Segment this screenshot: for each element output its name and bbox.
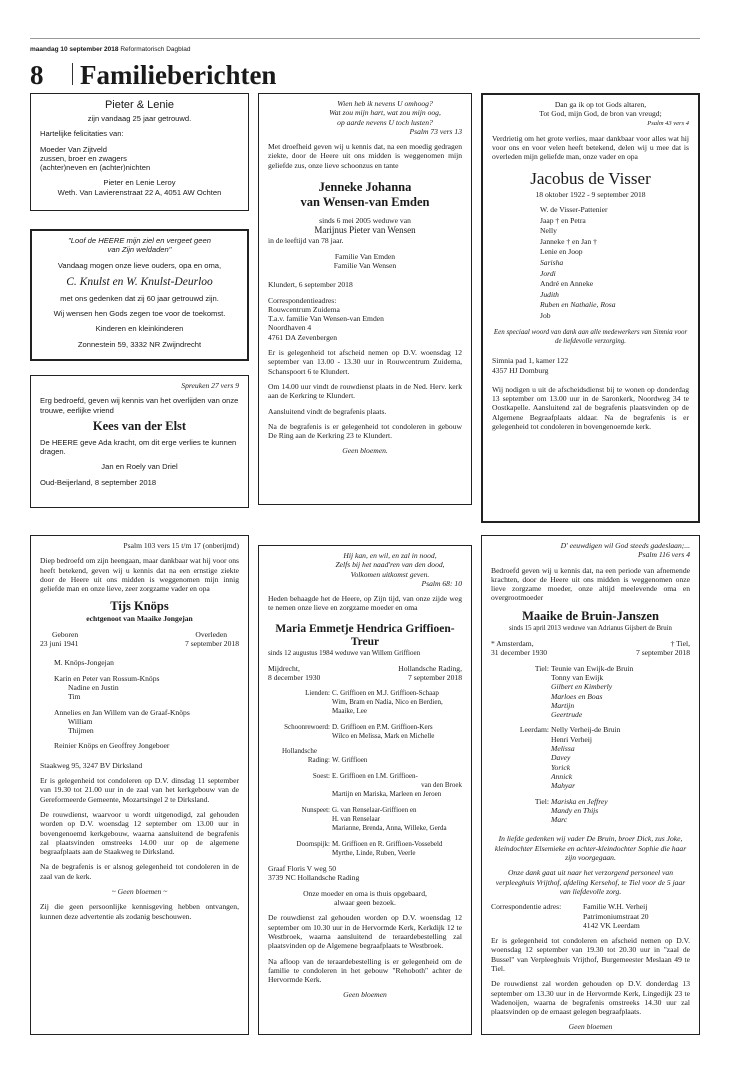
ad7-verse: Psalm 68: 10 [421, 578, 462, 588]
ad7-born: 8 december 1930 [268, 673, 321, 683]
ad4-flowers: Geen bloemen. [342, 446, 388, 456]
ad4-quote: Wat zou mijn hart, wat zou mijn oog, [329, 108, 441, 118]
ad7-quote: Volkomen uitkomst geven. [350, 569, 430, 579]
ad8-body: Bedroefd geven wij u kennis dat, na een periode van afnemende krachten, door de Heere uit ons midden is weggenomen onze lieve zorgzame moeder, onze altijd meelevende oma en overgrootmoeder [491, 565, 690, 603]
ad7-fam: W. Griffioen [332, 756, 368, 765]
ad6-flowers: ~ Geen bloemen ~ [111, 887, 168, 897]
ad8-grandkid: Marc [551, 815, 568, 825]
ad4-quote: op aarde nevens U toch lusten? [337, 117, 433, 127]
header-divider [72, 63, 73, 85]
ad7-address: 3739 NC Hollandsche Rading [268, 873, 360, 883]
ad4-corr: T.a.v. familie Van Wensen-van Emden [268, 314, 384, 324]
ad8-quote: D' eeuwdigen wil God steeds gadeslaan;... [560, 541, 690, 550]
ad7-place-label: Rading: [307, 756, 330, 765]
ad4-sign: Familie Van Wensen [333, 260, 397, 270]
ad6-died-label: Overleden [195, 629, 227, 639]
ad7-since: sinds 12 augustus 1984 weduwe van Willem Griffioen [268, 648, 421, 657]
ad5-address: 4357 HJ Domburg [492, 365, 549, 375]
ad3-name: Kees van der Elst [92, 418, 187, 433]
ad8-fam: Nelly Verheij-de Bruin [551, 725, 621, 735]
ad7-died: 7 september 2018 [408, 673, 462, 683]
ad5-verse: Psalm 43 vers 4 [647, 119, 689, 127]
ad8-grandkid: Melissa [551, 744, 575, 754]
ad7-fam: Wim, Bram en Nadia, Nico en Berdien, [332, 697, 443, 706]
ad5-dates: 18 oktober 1922 - 9 september 2018 [535, 189, 646, 199]
ad7-p1: De rouwdienst zal gehouden worden op D.V. woensdag 12 september om 10.30 uur in de Hervormde Kerk, Kerkdijk 12 te Westbroek, waarna aansluitend de teraardebestelling zal plaatsvinden op de Algemene begraafplaats te Westbroek. [268, 913, 462, 951]
ad5-grandkid: Sarisha [540, 258, 564, 268]
ad7-home: Onze moeder en oma is thuis opgebaard, [303, 888, 427, 898]
ad6-spouse: echtgenoot van Maaike Jongejan [86, 614, 193, 624]
ad7-body: Heden behaagde het de Heere, op Zijn tijd, van onze zijde weg te nemen onze lieve en zorgzame moeder en oma [268, 594, 462, 613]
ad2-names: C. Knulst en W. Knulst-Deurloo [66, 275, 213, 288]
ad4-p3: Aansluitend vindt de begrafenis plaats. [268, 406, 387, 416]
ad5-family: Janneke † en Jan † [540, 236, 597, 246]
ad8-verse: Psalm 116 vers 4 [638, 550, 690, 560]
ad5-family-list [492, 205, 689, 322]
ad8-grandkid: Geertrude [551, 710, 583, 720]
ad8-flowers: Geen bloemen [568, 1022, 613, 1032]
ad6-verse: Psalm 103 vers 15 t/m 17 (onberijmd) [123, 541, 239, 550]
ad8-born-place: * Amsterdam, [491, 639, 534, 649]
ad7-born-place: Mijdrecht, [268, 664, 300, 674]
ad4-since1: sinds 6 mei 2005 weduwe van [319, 216, 411, 226]
ad6-fam: Annelies en Jan Willem van de Graaf-Knöps [54, 707, 190, 717]
ad6-fam: M. Knöps-Jongejan [54, 658, 114, 668]
ad8-place-label: Leerdam: [519, 725, 549, 735]
ad6-died: 7 september 2018 [185, 639, 239, 649]
ad7-fam: M. Griffioen en R. Griffioen-Vossebeld [332, 839, 443, 848]
ad4-p4: Na de begrafenis is er gelegenheid tot condoleren in gebouw De Ring aan de Kerkring 23 te Klundert. [268, 421, 462, 441]
ad4-body: Met droefheid geven wij u kennis dat, na een moedig gedragen ziekte, door de Heere uit ons midden is weggenomen mijn geliefde zus, onze lieve schoonzus en tante [268, 142, 462, 170]
ad7-fam: D. Griffioen en P.M. Griffioen-Kers [332, 722, 433, 731]
ad8-family-grid [491, 664, 690, 825]
ad7-quote: Zelfs bij het naad'ren van den dood, [335, 560, 445, 570]
page-number: 8 [30, 60, 44, 90]
ad8-grandkid: Marloes en Boas [551, 691, 603, 701]
ad7-name: Maria Emmetje Hendrica Griffioen-Treur [275, 622, 455, 648]
ad8-fam: Henri Verheij [551, 734, 592, 744]
ad2-line2: met ons gedenken dat zij 60 jaar getrouwd zijn. [60, 293, 219, 303]
ad-death-jenneke-van-wensen [258, 93, 472, 505]
ad7-fam: Marianne, Brenda, Anna, Willeke, Gerda [332, 824, 447, 833]
ad8-grandkid: Mahyar [551, 781, 576, 791]
ad7-place-label: Schoonrewoerd: [284, 722, 330, 731]
ad6-address: Staakweg 95, 3247 BV Dirksland [40, 760, 143, 770]
ad6-grandkid: Thijmen [68, 726, 94, 736]
ad7-place-label: Doornspijk: [296, 839, 330, 848]
ad8-born: 31 december 1930 [491, 648, 548, 658]
ad7-place-label: Lienden: [305, 688, 330, 697]
ad8-place-label: Tiel: [534, 663, 549, 673]
ad5-name: Jacobus de Visser [530, 168, 651, 188]
ad8-died-place: † Tiel, [670, 639, 690, 649]
ad5-family: W. de Visser-Pattenier [540, 205, 608, 215]
ad7-fam: Myrthe, Linde, Ruben, Veerle [332, 848, 416, 857]
ad1-congrats: Hartelijke felicitaties van: [40, 129, 124, 139]
ad5-family: Nelly [540, 226, 557, 236]
ad-anniversary-pieter-lenie [30, 93, 249, 211]
ad8-name: Maaike de Bruin-Janszen [522, 608, 659, 623]
ad7-fam: Wilco en Melissa, Mark en Michelle [332, 731, 435, 740]
ad8-corr: 4142 VK Leerdam [583, 920, 640, 930]
ad3-place: Oud-Beijerland, 8 september 2018 [40, 477, 157, 487]
ad6-p4: Zij die geen persoonlijke kennisgeving hebben ontvangen, kunnen deze advertentie als zodanig beschouwen. [40, 902, 239, 921]
ad1-sign: Pieter en Lenie Leroy [103, 178, 176, 188]
ad4-corr: Rouwcentrum Zuidema [268, 304, 340, 314]
ad6-name: Tijs Knöps [110, 599, 169, 614]
ad5-family: Lenie en Joop [540, 247, 583, 257]
ad7-fam: G. van Renselaar-Griffioen en [332, 805, 417, 814]
ad7-fam: Martijn en Mariska, Marleen en Jeroen [332, 790, 442, 799]
ad8-grandkid: Gilbert en Kimberly [551, 682, 613, 692]
ad5-quote: Tot God, mijn God, de bron van vreugd; [539, 109, 662, 119]
ad5-grandkid: Judith [540, 289, 559, 299]
ad5-p1: Wij nodigen u uit de afscheidsdienst bij te wonen op donderdag 13 september om 13.00 uur in de Saronkerk, Noordweg 34 te Oostkapelle. Aansluitend zal de begrafenis plaatsvinden op de Algemene Begraafplaats aldaar. Na de begrafenis is er gelegenheid tot condoleren in bovengenoemde kerk. [492, 384, 689, 431]
ad5-grandkid: Job [540, 311, 551, 321]
ad6-grandkid: Tim [68, 692, 81, 702]
ad8-dates [491, 639, 690, 658]
ad6-p3: Na de begrafenis is er alsnog gelegenheid tot condoleren in de zaal van de kerk. [40, 862, 239, 881]
ad8-memory: In liefde gedenken wij vader De Bruin, broer Dick, zus Joke, kleindochter Elsemieke en achter-kleindochter Sophie die haar zijn voorgegaan. [494, 834, 687, 863]
ad7-flowers: Geen bloemen [343, 990, 387, 1000]
ad8-p1: Er is gelegenheid tot condoleren en afscheid nemen op D.V. woensdag 12 september van 19.30 tot 20.30 uur in "zaal de Bussel" van Verpleeghuis Vrijthof, Burgemeester Meslaan 49 te Tiel. [491, 936, 690, 973]
ad5-grandkid: André en Anneke [540, 279, 594, 289]
ad3-verse: Spreuken 27 vers 9 [181, 381, 239, 390]
ad1-from: Moeder Van Zijtveld [40, 144, 107, 154]
ad5-family: Jaap † en Petra [540, 215, 586, 225]
ad-death-maria-griffioen-treur [258, 545, 472, 1035]
ad-death-maaike-de-bruin-janszen [481, 535, 700, 1035]
ad6-born-label: Geboren [52, 629, 79, 639]
ad4-p2: Om 14.00 uur vindt de rouwdienst plaats in de Ned. Herv. kerk aan de Kerkring te Klundert. [268, 381, 462, 401]
ad2-sign: Kinderen en kleinkinderen [95, 324, 184, 334]
ad4-quote: Wien heb ik nevens U omhoog? [337, 99, 433, 108]
ad8-corr-block [491, 902, 690, 930]
ad5-quote: Dan ga ik op tot Gods altaren, [554, 100, 647, 109]
ad5-body: Verdrietig om het grote verlies, maar dankbaar voor alles wat hij voor ons en voor velen heeft betekend, delen wij u mee dat is overleden mijn geliefde man, onze vader en opa [492, 133, 689, 162]
ad8-corr: Familie W.H. Verheij [583, 902, 648, 912]
ad6-grandkid: Nadine en Justin [68, 682, 119, 692]
ad2-line1: Vandaag mogen onze lieve ouders, opa en oma, [57, 260, 222, 270]
ad1-from: zussen, broer en zwagers [40, 153, 127, 163]
ad6-fam: Reinier Knöps en Geoffrey Jongeboer [54, 741, 170, 751]
ad4-corr: Noordhaven 4 [268, 323, 312, 333]
ad8-died: 7 september 2018 [636, 648, 690, 658]
ad7-fam: Maaike, Lee [332, 707, 367, 716]
ad7-dates [268, 664, 462, 683]
ad4-sign: Familie Van Emden [334, 251, 396, 261]
ad2-quote: "Loof de HEERE mijn ziel en vergeet geen van Zijn weldaden" [68, 236, 211, 255]
ad8-grandkid: Martijn [551, 700, 575, 710]
ad6-body: Diep bedroefd om zijn heengaan, maar dankbaar wat hij voor ons heeft betekend, geven wij u kennis dat na een ernstige ziekte door de Heere uit ons midden is weggenomen mijn innig geliefde man en onze lieve, zeer zorgzame vader en opa [40, 556, 239, 594]
ad8-grandkid: Mandy en Thijs [551, 805, 599, 815]
ad7-died-place: Hollandsche Rading, [398, 664, 462, 674]
ad1-address: Weth. Van Lavierenstraat 22 A, 4051 AW Ochten [57, 187, 222, 197]
section-title: Familieberichten [80, 60, 277, 90]
ad4-verse: Psalm 73 vers 13 [409, 126, 462, 136]
ad6-p1: Er is gelegenheid tot condoleren op D.V. dinsdag 11 september van 19.30 tot 21.00 uur in de zaal van het kerkgebouw van de Gereformeerde Gemeente, Mozartsingel 2 te Dirksland. [40, 776, 239, 804]
ad7-quote: Hij kan, en wil, en zal in nood, [343, 551, 437, 560]
ad1-line: zijn vandaag 25 jaar getrouwd. [87, 114, 192, 123]
ad5-thanks: Een speciaal woord van dank aan alle medewerkers van Simnia voor de liefdevolle verzorging. [493, 327, 688, 345]
ad8-corr-label: Correspondentie adres: [491, 902, 562, 912]
ad8-corr: Patrimoniumstraat 20 [583, 911, 649, 921]
ad6-dates [40, 630, 239, 649]
ad3-body: Erg bedroefd, geven wij kennis van het overlijden van onze trouwe, eerlijke vriend [40, 396, 239, 415]
ad7-fam: van den Broek [421, 781, 462, 790]
ad7-place-label: Nunspeet: [301, 805, 330, 814]
ad7-address: Graaf Floris V weg 50 [268, 864, 337, 874]
ad4-corr: 4761 DA Zevenbergen [268, 332, 338, 342]
ad6-grandkid: William [68, 716, 93, 726]
ad4-p1: Er is gelegenheid tot afscheid nemen op D.V. woensdag 12 september van 13.00 - 13.30 uur in Rouwcentrum Zuidema, Schanspoort 6 te Klundert. [268, 348, 462, 376]
ad8-since: sinds 15 april 2013 weduwe van Adrianus Gijsbert de Bruin [509, 624, 672, 632]
ad-death-kees-van-der-elst [30, 375, 249, 508]
ad-death-tijs-knops [30, 535, 249, 1035]
header-dateline [30, 46, 190, 53]
ad4-since2: Marijnus Pieter van Wensen [314, 225, 416, 236]
ad5-address: Simnia pad 1, kamer 122 [492, 356, 569, 366]
ad-anniversary-knulst [30, 229, 249, 361]
ad5-grandkid: Jordi [540, 268, 556, 278]
ad7-place-label: Hollandsche [282, 747, 317, 756]
ad4-name1: Jenneke Johanna [318, 180, 412, 195]
ad8-fam: Tonny van Ewijk [551, 672, 604, 682]
ad7-fam: E. Griffioen en I.M. Griffioen- [332, 771, 418, 780]
ad4-corr: Correspondentieadres: [268, 295, 337, 305]
ad7-fam: C. Griffioen en M.J. Griffioen-Schaap [332, 688, 439, 697]
ad6-born: 23 juni 1941 [40, 639, 79, 649]
ad2-line3: Wij wensen hen Gods zegen toe voor de toekomst. [53, 309, 226, 319]
ad8-grandkid: Mariska en Jeffrey [551, 796, 608, 806]
header-rule [30, 38, 700, 39]
ad7-p2: Na afloop van de teraardebestelling is er gelegenheid om de familie te condoleren in het gebouw "Rehoboth" achter de Hervormde Kerk. [268, 956, 462, 985]
ad1-names: Pieter & Lenie [104, 99, 175, 111]
ad7-place-label: Soest: [312, 771, 330, 780]
ad7-home: alwaar geen bezoek. [334, 898, 396, 908]
ad7-fam: H. van Renselaar [332, 814, 381, 823]
ad6-fam: Karin en Peter van Rossum-Knöps [54, 673, 160, 683]
ad8-p2: De rouwdienst zal worden gehouden op D.V. donderdag 13 september om 13.30 uur in de Hervormde Kerk, Lingedijk 23 te Wadenoijen, waarna de begrafenis omstreeks 14.30 uur zal plaatsvinden op de ernaast gelegen begraafplaats. [491, 979, 690, 1017]
ad8-place-label: Tiel: [534, 796, 549, 806]
ad3-sign: Jan en Roely van Driel [101, 462, 178, 472]
ad2-address: Zonnestein 59, 3332 NR Zwijndrecht [77, 339, 202, 349]
ad4-place: Klundert, 6 september 2018 [268, 280, 353, 290]
ad8-grandkid: Annick [551, 771, 573, 781]
ad3-body2: De HEERE geve Ada kracht, om dit erge verlies te kunnen dragen. [40, 437, 237, 457]
ad1-from: (achter)neven en (achter)nichten [40, 163, 151, 173]
ad8-fam: Teunie van Ewijk-de Bruin [551, 663, 634, 673]
ad8-grandkid: Yorick [551, 762, 571, 772]
ad8-grandkid: Davey [551, 753, 571, 763]
ad5-grandkid: Ruben en Nathalie, Rosa [540, 300, 616, 310]
ad7-family-grid [268, 689, 462, 858]
header-paper: Reformatorisch Dagblad [120, 46, 191, 53]
ad6-p2: De rouwdienst, waarvoor u wordt uitgenodigd, zal gehouden worden op D.V. woensdag 12 september om 13.00 uur in bovengenoemd kerkgebouw, waarna aansluitend de begrafenis zal plaatsvinden omstreeks 14.00 uur op de algemene begraafplaats aan de Staakweg te Dirksland. [40, 809, 239, 857]
ad8-thanks: Onze dank gaat uit naar het verzorgend personeel van verpleeghuis Vrijthof, afdeling Kersehof, te Tiel voor de 5 jaar van liefdevolle zorg. [495, 868, 686, 896]
ad4-name2: van Wensen-van Emden [300, 195, 430, 210]
header-date: maandag 10 september 2018 [30, 46, 119, 53]
ad-death-jacobus-de-visser [481, 93, 700, 523]
ad4-age: in de leeftijd van 78 jaar. [268, 236, 344, 246]
